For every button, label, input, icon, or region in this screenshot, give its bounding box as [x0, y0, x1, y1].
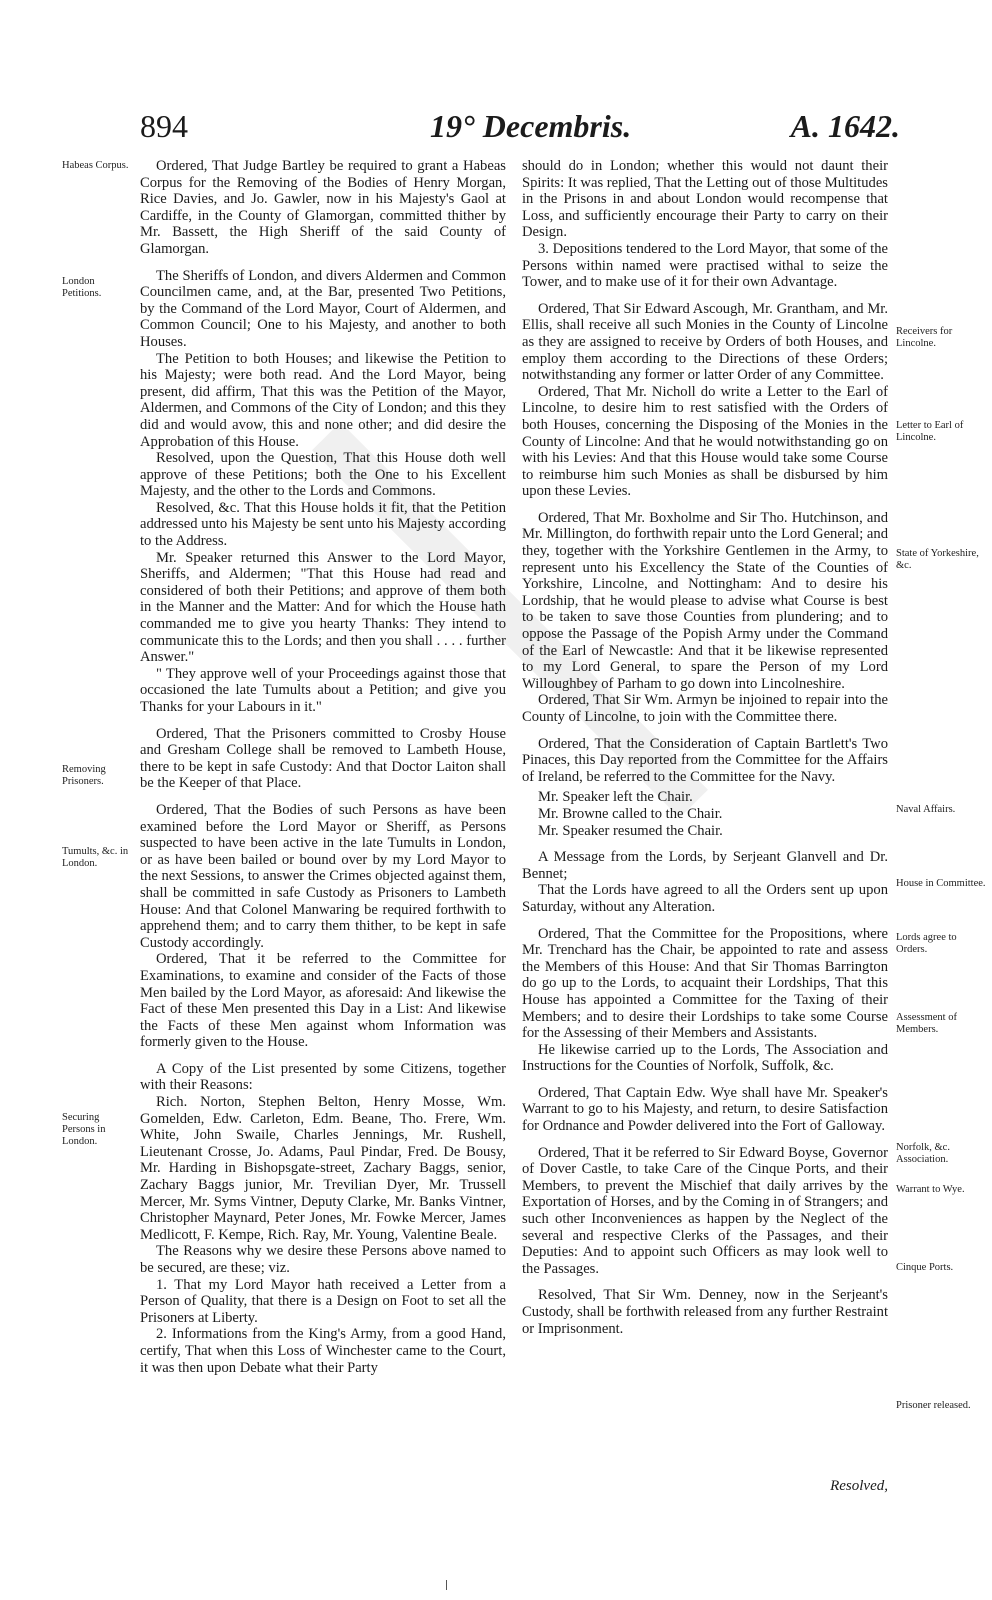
paragraph: Mr. Browne called to the Chair. — [538, 805, 723, 822]
right-column — [522, 158, 888, 1337]
paragraph: Ordered, That Judge Bartley be required to grant a Habeas Corpus for the Removing of the Bodies of Henry Morgan, Rice Davies, and Jo. Gawler, now in his Majesty's Gaol at Cardiffe, in the County of Glamorgan, committed thither by Mr. Bassett, the High Sheriff of the said County of Glamorgan. — [140, 158, 506, 257]
margin-note-norfolk: Norfolk, &c. Association. — [896, 1142, 950, 1165]
paragraph: Ordered, That the Bodies of such Persons as have been examined before the Lord Mayor or Sheriff, as Persons suspected to have been active in the late Tumults in London, or as have been bailed or bound over by my Lord Mayor to the next Sessions, to answer the Crimes objected against them, shall be committed in safe Custody as Prisoners to Lambeth House: And that Colonel Manwaring be required forthwith to apprehend them; and to carry them thither, to be kept in safe Custody accordingly. — [140, 801, 506, 951]
paragraph: The Petition to both Houses; and likewise the Petition to his Majesty; were both read. And the Lord Mayor, being present, did affirm, That this was the Petition of the Mayor, Aldermen, and Commons of the City of London; and this they did and would avow, this and none other; and did desire the Approbation of this House. — [140, 350, 506, 450]
catchword: Resolved, — [830, 1478, 888, 1494]
paragraph: Rich. Norton, Stephen Belton, Henry Mosse, Wm. Gomelden, Edw. Carleton, Edm. Beane, Tho. Frere, Wm. White, John Swaile, Charles Jennings, Mr. Rushell, Lieutenant Crosse, Jo. Adams, Paul Pindar, Fred. De Bousy, Mr. Harding in Bishopsgate-street, Zachary Baggs, senior, Zachary Baggs junior, Mr. Trevilian Dyer, Mr. Trussell Mercer, Mr. Syms Vintner, Deputy Clarke, Mr. Banks Vintner, Christopher Maynard, Peter Jones, Mr. Fowke Mercer, James Medlicott, F. Kempe, Rich. Ray, Mr. Young, Valentine Beale. — [140, 1094, 506, 1243]
margin-note-letter: Letter to Earl of Lincolne. — [896, 420, 964, 443]
paragraph: Ordered, That Mr. Nicholl do write a Letter to the Earl of Lincolne, to desire him to rest satisfied with the Orders of both Houses, concerning the Disposing of the Monies in the County of Lincolne: And that he would notwithstanding go on with his Levies: And that this House would take some Course to reimburse him such Monies as shall be disbursed by him upon these Levies. — [522, 383, 888, 500]
paragraph: Resolved, &c. That this House holds it fit, that the Petition addressed unto his Majesty be sent unto his Majesty according to the Address. — [140, 499, 506, 550]
margin-note-naval: Naval Affairs. — [896, 804, 956, 815]
margin-note-securing: Securing Persons in London. — [62, 1112, 106, 1147]
paragraph: should do in London; whether this would not daunt their Spirits: It was replied, That the Letting out of those Multitudes in the Prisons in and about London would recompense that Loss, and sufficiently encourage their Party to carry on their Design. — [522, 158, 888, 241]
paragraph: Mr. Speaker left the Chair. — [538, 789, 693, 806]
paragraph: The Reasons why we desire these Persons above named to be secured, are these; viz. — [140, 1243, 506, 1276]
page-year: A. 1642. — [790, 108, 900, 144]
margin-note-lords-agree: Lords agree to Orders. — [896, 932, 957, 955]
margin-note-assessment: Assessment of Members. — [896, 1012, 957, 1035]
paragraph: Ordered, That it be referred to Sir Edward Boyse, Governor of Dover Castle, to take Care of the Cinque Ports, and their Members, to prevent the Mischief that daily arrives by the Exportation of Horses, and by the Coming in of Strangers; and such other Inconveniences as happen by the Neglect of the several and respective Clerks of the Passages, and their Deputies: And to appoint such Officers as may look well to the Passages. — [522, 1144, 888, 1277]
paragraph: Ordered, That the Consideration of Captain Bartlett's Two Pinaces, this Day reported from the Committee for the Affairs of Ireland, be referred to the Committee for the Navy. — [522, 735, 888, 785]
margin-note-cinque: Cinque Ports. — [896, 1262, 954, 1273]
paragraph: Ordered, That the Committee for the Propositions, where Mr. Trenchard has the Chair, be appointed to rate and assess the Members of this House: And that Sir Thomas Barrington do go up to the Lords, to acquaint their Lordships, That this House has appointed a Committee for the Taxing of their Members; and to desire their Lordships to take some Course for the Assessing of their Members and Assistants. — [522, 925, 888, 1042]
paragraph: 2. Informations from the King's Army, from a good Hand, certify, That when this Loss of Winchester came to the Court, it was then upon Debate what their Party — [140, 1326, 506, 1376]
page-number: 894 — [140, 108, 188, 144]
paragraph: Resolved, That Sir Wm. Denney, now in the Serjeant's Custody, shall be forthwith released from any further Restraint or Imprisonment. — [522, 1287, 888, 1337]
paragraph: A Copy of the List presented by some Citizens, together with their Reasons: — [140, 1060, 506, 1094]
margin-note-warrant: Warrant to Wye. — [896, 1184, 965, 1195]
margin-note-committee: House in Committee. — [896, 878, 986, 889]
margin-note-london-petitions: London Petitions. — [62, 276, 102, 299]
margin-note-removing-prisoners: Removing Prisoners. — [62, 764, 106, 787]
margin-note-prisoner: Prisoner released. — [896, 1400, 971, 1411]
margin-note-habeas: Habeas Corpus. — [62, 160, 129, 171]
printer-mark — [446, 1580, 447, 1590]
paragraph: " They approve well of your Proceedings against those that occasioned the late Tumults about a Petition; and give you Thanks for your Labours in it." — [140, 665, 506, 715]
paragraph: That the Lords have agreed to all the Orders sent up upon Saturday, without any Alteration. — [522, 882, 888, 915]
margin-note-yorkeshire: State of Yorkeshire, &c. — [896, 548, 979, 571]
paragraph: Ordered, That Sir Edward Ascough, Mr. Grantham, and Mr. Ellis, shall receive all such Monies in the County of Lincolne as they are assigned to receive by Orders of both Houses, and employ them according to the Directions of these Orders; notwithstanding any former or latter Order of any Committee. — [522, 300, 888, 384]
paragraph: Ordered, That Mr. Boxholme and Sir Tho. Hutchinson, and Mr. Millington, do forthwith repair unto the Lord General; and they, together with the Yorkshire Gentlemen in the Army, to represent unto his Excellency the State of the Counties of Yorkshire, Lincolne, and Nottingham: And to desire his Lordship, that he would please to advise what Course is best to be taken to save those Counties from plundering; and to oppose the Passage of the Popish Army under the Command of the Earl of Newcastle: And that it be likewise represented to my Lord General, to spare the Person of my Lord Willoughbey of Parham to go down into Lincolneshire. — [522, 509, 888, 692]
paragraph: Mr. Speaker resumed the Chair. — [538, 822, 723, 839]
paragraph: Ordered, That it be referred to the Committee for Examinations, to examine and consider of the Facts of those Men bailed by the Lord Mayor, as aforesaid: And likewise the Fact of these Men presented this Day in a List: And likewise the Facts of these Men against whom Information was formerly given to the House. — [140, 951, 506, 1051]
paragraph: 1. That my Lord Mayor hath received a Letter from a Person of Quality, that there is a Design on Foot to set all the Prisoners at Liberty. — [140, 1276, 506, 1326]
page-date: 19° Decembris. — [430, 108, 632, 144]
paragraph: Ordered, That the Prisoners committed to Crosby House and Gresham College shall be removed to Lambeth House, there to be kept in safe Custody: And that Doctor Laiton shall be the Keeper of that Place. — [140, 725, 506, 792]
page-header — [140, 108, 900, 152]
paragraph: Ordered, That Sir Wm. Armyn be injoined to repair into the County of Lincolne, to join with the Committee there. — [522, 692, 888, 725]
margin-note-tumults: Tumults, &c. in London. — [62, 846, 129, 869]
paragraph: A Message from the Lords, by Serjeant Glanvell and Dr. Bennet; — [522, 849, 888, 882]
paragraph: 3. Depositions tendered to the Lord Mayor, that some of the Persons within named were practised withal to seize the Tower, and to make use of it for their own Advantage. — [522, 240, 888, 291]
paragraph: The Sheriffs of London, and divers Aldermen and Common Councilmen came, and, at the Bar, presented Two Petitions, by the Command of the Lord Mayor, Court of Aldermen, and Common Council; One to his Majesty, and another to both Houses. — [140, 267, 506, 350]
paragraph: Ordered, That Captain Edw. Wye shall have Mr. Speaker's Warrant to go to his Majesty, and return, to desire Satisfaction for Ordnance and Powder delivered into the Fort of Galloway. — [522, 1084, 888, 1135]
paragraph: Mr. Speaker returned this Answer to the Lord Mayor, Sheriffs, and Aldermen; "That this House had read and considered of both their Petitions; and approve of them both in the Manner and the Matter: And for which the House hath commanded me to give you hearty Thanks: They intend to communicate this to the Lords; and then you shall . . . . further Answer." — [140, 549, 506, 666]
margin-note-receivers: Receivers for Lincolne. — [896, 326, 953, 349]
paragraph: He likewise carried up to the Lords, The Association and Instructions for the Counties of Norfolk, Suffolk, &c. — [522, 1041, 888, 1075]
paragraph: Resolved, upon the Question, That this House doth well approve of these Petitions; both the One to his Excellent Majesty, and the other to the Lords and Commons. — [140, 450, 506, 500]
left-column — [140, 158, 506, 1376]
